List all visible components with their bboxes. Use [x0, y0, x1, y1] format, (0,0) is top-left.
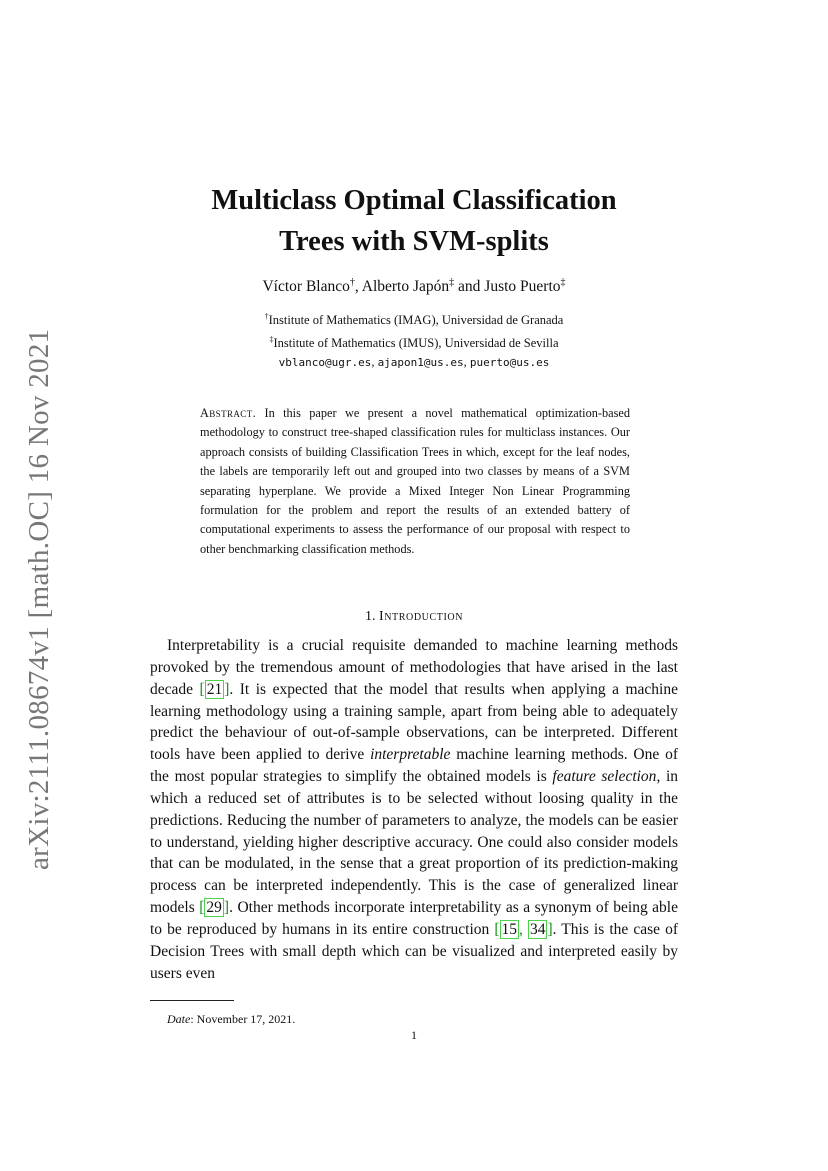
section-title: Introduction	[378, 609, 464, 624]
author-separator: ,	[354, 278, 362, 296]
author-name: Justo Puerto	[484, 278, 561, 296]
paragraph-text: . It is expected that the model that results when applying a machine learning methodology using a training sample, apart from being able to adequately predict the behaviour of out-of-sample observations, can be interpreted. Different tools have been applied to derive	[150, 680, 678, 764]
footnote-rule	[150, 1000, 234, 1001]
footnote-label: Date	[167, 1012, 191, 1026]
author-name: Víctor Blanco	[262, 278, 350, 296]
footnote	[167, 1012, 295, 1027]
citation-number: 15	[501, 920, 518, 938]
abstract	[200, 404, 630, 559]
arxiv-identifier-stamp: arXiv:2111.08674v1 [math.OC] 16 Nov 2021	[23, 328, 55, 870]
abstract-text: In this paper we present a novel mathematical optimization-based methodology to construct tree-shaped classification rules for multiclass instances. Our approach consists of building Classification Trees in which, except for the leaf nodes, the labels are temporarily left out and grouped into two classes by means of a SVM separating hyperplane. We provide a Mixed Integer Non Linear Programming formulation for the problem and report the results of an extended battery of computational experiments to assess the performance of our proposal with respect to other benchmarking classification methods.	[200, 406, 630, 556]
citation-link[interactable]: [ 15 , 34 ]	[494, 920, 553, 938]
affiliation-mark: †	[349, 277, 355, 288]
footnote-text: : November 17, 2021.	[190, 1012, 296, 1026]
paragraph-text: machine learning methods. One of the most popular strategies to simplify the obtained models is	[150, 746, 678, 786]
emphasis-text: feature selection	[552, 768, 657, 786]
paragraph-text: . This is the case of Decision Trees with small depth which can be visualized and interpreted easily by users even	[150, 920, 678, 982]
introduction-paragraph	[150, 635, 678, 985]
title-line-1: Multiclass Optimal Classification	[211, 185, 617, 216]
abstract-label: Abstract.	[200, 406, 257, 420]
citation-link[interactable]: [ 29 ]	[199, 899, 230, 917]
affiliation-mark: †	[264, 312, 269, 321]
affiliation-mark: ‡	[449, 277, 455, 288]
affiliation-text: Institute of Mathematics (IMUS), Universidad de Sevilla	[273, 336, 559, 351]
author-separator: and	[454, 278, 485, 296]
title-line-2: Trees with SVM-splits	[279, 226, 549, 257]
email-list: vblanco@ugr.es, ajapon1@us.es, puerto@us.es	[278, 355, 550, 370]
paragraph-text: , in which a reduced set of attributes is to be selected without loosing quality in the predictions. Reducing the number of parameters to analyze, the models can be easier to understand, yielding higher descriptive accuracy. One could also consider models that can be modulated, in the sense that a great proportion of its prediction-making process can be interpreted independently. This is the case of generalized linear models	[150, 768, 678, 917]
affiliation-mark: ‡	[560, 277, 566, 288]
affiliation-text: Institute of Mathematics (IMAG), Universidad de Granada	[268, 313, 564, 328]
citation-link[interactable]: [ 21 ]	[199, 680, 230, 698]
email-link[interactable]: ajapon1@us.es	[377, 356, 464, 370]
emphasis-text: interpretable	[370, 746, 451, 764]
author-name: Alberto Japón	[361, 278, 450, 296]
paragraph-text: . Other methods incorporate interpretability as a synonym of being able to be reproduced by humans in its entire construction	[150, 899, 678, 938]
paragraph-text: Interpretability is a crucial requisite demanded to machine learning methods provoked by the tremendous amount of methodologies that have arised in the last decade	[150, 637, 678, 698]
paper-title	[150, 180, 678, 262]
author-list	[150, 277, 678, 296]
citation-separator: ,	[519, 920, 528, 938]
email-link[interactable]: puerto@us.es	[469, 356, 550, 370]
affiliation-line	[150, 307, 678, 330]
affiliation-mark: ‡	[269, 335, 274, 345]
section-number: 1.	[364, 609, 376, 624]
affiliation-line	[150, 330, 678, 353]
citation-number: 29	[206, 899, 222, 917]
citation-number: 21	[206, 680, 223, 698]
citation-number: 34	[529, 920, 546, 938]
email-link[interactable]: vblanco@ugr.es	[278, 356, 372, 370]
page-number: 1	[411, 1028, 417, 1042]
affiliations	[150, 307, 678, 372]
section-heading	[150, 609, 678, 625]
